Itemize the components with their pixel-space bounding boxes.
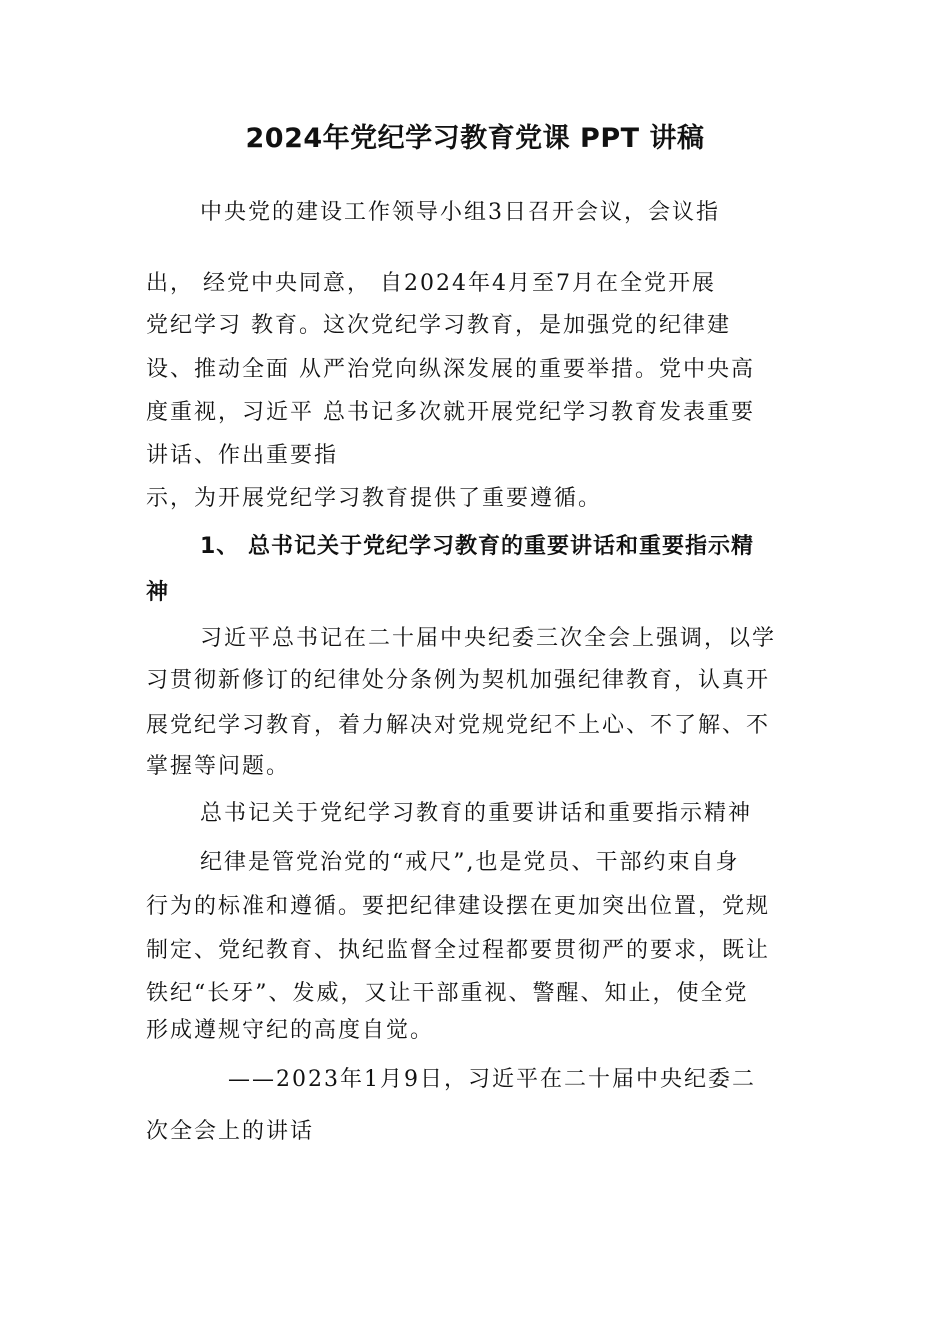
paragraph-1-line-2: 出， 经党中央同意， 自2024年4月至7月在全党开展 — [146, 271, 716, 296]
quote-line-4: 铁纪“长牙”、发威，又让干部重视、警醒、知止，使全党 — [146, 981, 749, 1006]
document-title: 2024年党纪学习教育党课 PPT 讲稿 — [245, 123, 705, 154]
quote-line-2: 行为的标准和遵循。要把纪律建设摆在更加突出位置，党规 — [146, 894, 771, 919]
quote-line-5: 形成遵规守纪的高度自觉。 — [146, 1018, 435, 1043]
paragraph-1-line-6: 讲话、作出重要指 — [146, 443, 339, 468]
paragraph-1-line-3: 党纪学习 教育。这次党纪学习教育，是加强党的纪律建 — [146, 313, 731, 338]
paragraph-2-line-2: 习贯彻新修订的纪律处分条例为契机加强纪律教育，认真开 — [146, 668, 771, 693]
paragraph-2-line-4: 掌握等问题。 — [146, 754, 291, 779]
attribution-line-1: ——2023年1月9日，习近平在二十届中央纪委二 — [228, 1067, 756, 1092]
quote-line-1: 纪律是管党治党的“戒尺”,也是党员、干部约束自身 — [200, 850, 740, 875]
paragraph-2-line-1: 习近平总书记在二十届中央纪委三次全会上强调，以学 — [200, 626, 777, 651]
paragraph-2-line-3: 展党纪学习教育，着力解决对党规党纪不上心、不了解、不 — [146, 713, 771, 738]
paragraph-1-line-1: 中央党的建设工作领导小组3日召开会议，会议指 — [200, 200, 720, 225]
paragraph-1-line-7: 示，为开展党纪学习教育提供了重要遵循。 — [146, 486, 603, 511]
paragraph-1-line-4: 设、推动全面 从严治党向纵深发展的重要举措。党中央高 — [146, 357, 755, 382]
quote-line-3: 制定、党纪教育、执纪监督全过程都要贯彻严的要求，既让 — [146, 938, 771, 963]
section-heading-1-cont: 神 — [146, 580, 170, 605]
subheading-line: 总书记关于党纪学习教育的重要讲话和重要指示精神 — [200, 801, 753, 826]
paragraph-1-line-5: 度重视，习近平 总书记多次就开展党纪学习教育发表重要 — [146, 400, 755, 425]
attribution-line-2: 次全会上的讲话 — [146, 1119, 315, 1144]
section-heading-1: 1、 总书记关于党纪学习教育的重要讲话和重要指示精 — [200, 534, 754, 559]
